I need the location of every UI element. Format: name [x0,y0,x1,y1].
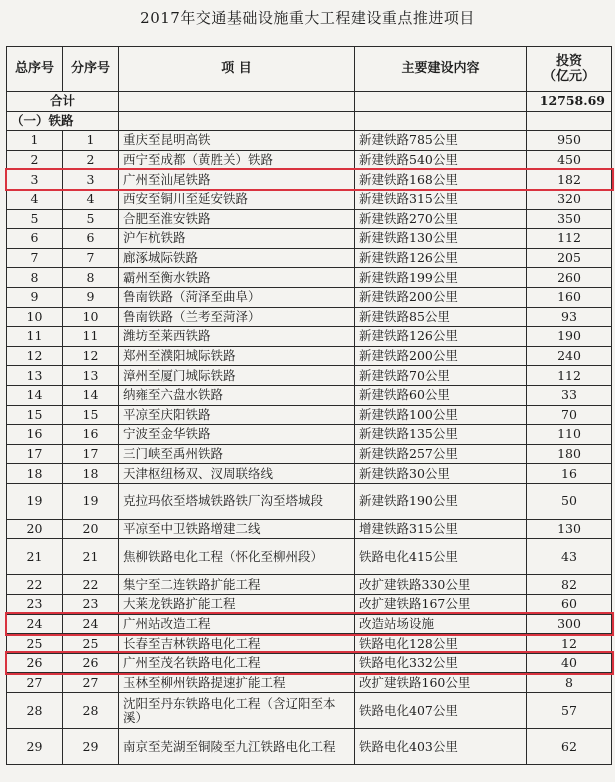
investment-cell: 260 [527,268,612,288]
sub-no-cell: 8 [63,268,119,288]
table-row [7,189,612,209]
project-cell: 沪乍杭铁路 [119,229,355,249]
total-no-cell: 19 [7,483,63,519]
sub-no-cell: 22 [63,575,119,595]
project-cell: 南京至芜湖至铜陵至九江铁路电化工程 [119,729,355,765]
project-cell: 大莱龙铁路扩能工程 [119,595,355,615]
project-cell: 广州至茂名铁路电化工程 [119,653,355,673]
project-cell: 长春至吉林铁路电化工程 [119,634,355,654]
total-no-cell: 7 [7,248,63,268]
total-row [7,92,612,112]
sub-no-cell: 29 [63,729,119,765]
total-no-cell: 15 [7,405,63,425]
sub-no-cell: 18 [63,464,119,484]
project-cell: 玉林至柳州铁路提速扩能工程 [119,673,355,693]
total-no-cell: 28 [7,693,63,729]
investment-cell: 70 [527,405,612,425]
document-title: 2017年交通基础设施重大工程建设重点推进项目 [140,9,475,27]
project-cell: 宁波至金华铁路 [119,425,355,445]
table-row [7,539,612,575]
total-no-cell: 17 [7,444,63,464]
content-cell: 改扩建铁路160公里 [355,673,527,693]
content-cell: 铁路电化415公里 [355,539,527,575]
total-no-cell: 27 [7,673,63,693]
total-no-cell: 22 [7,575,63,595]
total-no-cell: 12 [7,346,63,366]
total-no-cell: 4 [7,189,63,209]
content-cell: 铁路电化332公里 [355,653,527,673]
project-cell: 平凉至庆阳铁路 [119,405,355,425]
project-cell: 潍坊至莱西铁路 [119,327,355,347]
sub-no-cell: 5 [63,209,119,229]
investment-cell: 300 [527,614,612,634]
content-cell: 新建铁路126公里 [355,248,527,268]
content-cell: 新建铁路199公里 [355,268,527,288]
investment-cell: 350 [527,209,612,229]
project-cell: 廊涿城际铁路 [119,248,355,268]
investment-cell: 8 [527,673,612,693]
investment-cell: 112 [527,229,612,249]
content-cell: 新建铁路257公里 [355,444,527,464]
total-no-cell: 3 [7,170,63,190]
content-cell: 改扩建铁路330公里 [355,575,527,595]
total-value: 12758.69 [527,92,612,112]
content-cell: 新建铁路126公里 [355,327,527,347]
sub-no-cell: 1 [63,131,119,151]
investment-cell: 16 [527,464,612,484]
investment-cell: 950 [527,131,612,151]
investment-cell: 12 [527,634,612,654]
sub-no-cell: 7 [63,248,119,268]
table-row [7,519,612,539]
table-row [7,483,612,519]
project-cell: 平凉至中卫铁路增建二线 [119,519,355,539]
total-no-cell: 26 [7,653,63,673]
sub-no-cell: 26 [63,653,119,673]
table-row [7,425,612,445]
table-row [7,170,612,190]
project-cell: 霸州至衡水铁路 [119,268,355,288]
total-no-cell: 2 [7,150,63,170]
total-no-cell: 29 [7,729,63,765]
sub-no-cell: 12 [63,346,119,366]
table-row [7,653,612,673]
table-row [7,327,612,347]
table-row [7,229,612,249]
content-cell: 铁路电化128公里 [355,634,527,654]
total-no-cell: 18 [7,464,63,484]
total-no-cell: 1 [7,131,63,151]
sub-no-cell: 19 [63,483,119,519]
sub-no-cell: 27 [63,673,119,693]
content-cell: 新建铁路70公里 [355,366,527,386]
projects-table [6,46,612,765]
table-row [7,693,612,729]
sub-no-cell: 11 [63,327,119,347]
project-cell: 合肥至淮安铁路 [119,209,355,229]
total-no-cell: 5 [7,209,63,229]
table-row [7,131,612,151]
investment-cell: 43 [527,539,612,575]
table-row [7,268,612,288]
content-cell: 新建铁路135公里 [355,425,527,445]
project-cell: 鲁南铁路（菏泽至曲阜） [119,287,355,307]
content-cell: 铁路电化403公里 [355,729,527,765]
investment-cell: 82 [527,575,612,595]
sub-no-cell: 16 [63,425,119,445]
investment-cell: 130 [527,519,612,539]
header-sub-no: 分序号 [63,47,119,92]
sub-no-cell: 2 [63,150,119,170]
total-no-cell: 25 [7,634,63,654]
total-no-cell: 11 [7,327,63,347]
project-cell: 集宁至二连铁路扩能工程 [119,575,355,595]
content-cell: 新建铁路60公里 [355,385,527,405]
table-row [7,287,612,307]
table-row [7,346,612,366]
project-cell: 漳州至厦门城际铁路 [119,366,355,386]
total-no-cell: 6 [7,229,63,249]
project-cell: 克拉玛依至塔城铁路铁厂沟至塔城段 [119,483,355,519]
project-cell: 广州站改造工程 [119,614,355,634]
table-row [7,729,612,765]
content-cell: 改造站场设施 [355,614,527,634]
sub-no-cell: 20 [63,519,119,539]
table-row [7,248,612,268]
sub-no-cell: 24 [63,614,119,634]
sub-no-cell: 9 [63,287,119,307]
sub-no-cell: 3 [63,170,119,190]
sub-no-cell: 25 [63,634,119,654]
table-row [7,575,612,595]
investment-cell: 182 [527,170,612,190]
sub-no-cell: 13 [63,366,119,386]
header-total-no: 总序号 [7,47,63,92]
investment-cell: 50 [527,483,612,519]
table-row [7,444,612,464]
content-cell: 新建铁路85公里 [355,307,527,327]
sub-no-cell: 6 [63,229,119,249]
total-no-cell: 20 [7,519,63,539]
sub-no-cell: 23 [63,595,119,615]
total-no-cell: 23 [7,595,63,615]
table-row [7,614,612,634]
table-row [7,307,612,327]
section-label: （一）铁路 [7,111,119,131]
investment-cell: 180 [527,444,612,464]
total-no-cell: 14 [7,385,63,405]
project-cell: 郑州至濮阳城际铁路 [119,346,355,366]
investment-cell: 450 [527,150,612,170]
total-label: 合计 [7,92,119,112]
header-project: 项 目 [119,47,355,92]
total-no-cell: 24 [7,614,63,634]
table-row [7,595,612,615]
table-row [7,209,612,229]
table-row [7,634,612,654]
total-no-cell: 21 [7,539,63,575]
table-row [7,385,612,405]
investment-cell: 320 [527,189,612,209]
content-cell: 铁路电化407公里 [355,693,527,729]
content-cell: 新建铁路190公里 [355,483,527,519]
table-row [7,366,612,386]
content-cell: 新建铁路315公里 [355,189,527,209]
content-cell: 新建铁路30公里 [355,464,527,484]
sub-no-cell: 15 [63,405,119,425]
content-cell: 增建铁路315公里 [355,519,527,539]
content-cell: 新建铁路200公里 [355,287,527,307]
content-cell: 新建铁路785公里 [355,131,527,151]
table-row [7,150,612,170]
total-no-cell: 10 [7,307,63,327]
sub-no-cell: 17 [63,444,119,464]
project-cell: 三门峡至禹州铁路 [119,444,355,464]
investment-cell: 93 [527,307,612,327]
project-cell: 广州至汕尾铁路 [119,170,355,190]
project-cell: 西宁至成都（黄胜关）铁路 [119,150,355,170]
sub-no-cell: 14 [63,385,119,405]
project-cell: 重庆至昆明高铁 [119,131,355,151]
table-row [7,405,612,425]
content-cell: 新建铁路168公里 [355,170,527,190]
header-investment: 投资 （亿元） [527,47,612,92]
table-row [7,464,612,484]
total-no-cell: 16 [7,425,63,445]
content-cell: 改扩建铁路167公里 [355,595,527,615]
sub-no-cell: 10 [63,307,119,327]
table-row [7,673,612,693]
project-cell: 纳雍至六盘水铁路 [119,385,355,405]
investment-cell: 60 [527,595,612,615]
investment-cell: 62 [527,729,612,765]
investment-cell: 160 [527,287,612,307]
investment-cell: 110 [527,425,612,445]
project-cell: 天津枢纽杨双、汊周联络线 [119,464,355,484]
total-no-cell: 13 [7,366,63,386]
header-row [7,47,612,92]
content-cell: 新建铁路270公里 [355,209,527,229]
investment-cell: 205 [527,248,612,268]
investment-cell: 33 [527,385,612,405]
sub-no-cell: 21 [63,539,119,575]
total-no-cell: 8 [7,268,63,288]
content-cell: 新建铁路200公里 [355,346,527,366]
sub-no-cell: 4 [63,189,119,209]
investment-cell: 190 [527,327,612,347]
content-cell: 新建铁路540公里 [355,150,527,170]
investment-cell: 240 [527,346,612,366]
total-no-cell: 9 [7,287,63,307]
project-cell: 焦柳铁路电化工程（怀化至柳州段） [119,539,355,575]
header-content: 主要建设内容 [355,47,527,92]
investment-cell: 40 [527,653,612,673]
project-cell: 鲁南铁路（兰考至菏泽） [119,307,355,327]
sub-no-cell: 28 [63,693,119,729]
content-cell: 新建铁路100公里 [355,405,527,425]
section-row [7,111,612,131]
investment-cell: 57 [527,693,612,729]
investment-cell: 112 [527,366,612,386]
content-cell: 新建铁路130公里 [355,229,527,249]
project-cell: 沈阳至丹东铁路电化工程（含辽阳至本溪） [119,693,355,729]
project-cell: 西安至铜川至延安铁路 [119,189,355,209]
